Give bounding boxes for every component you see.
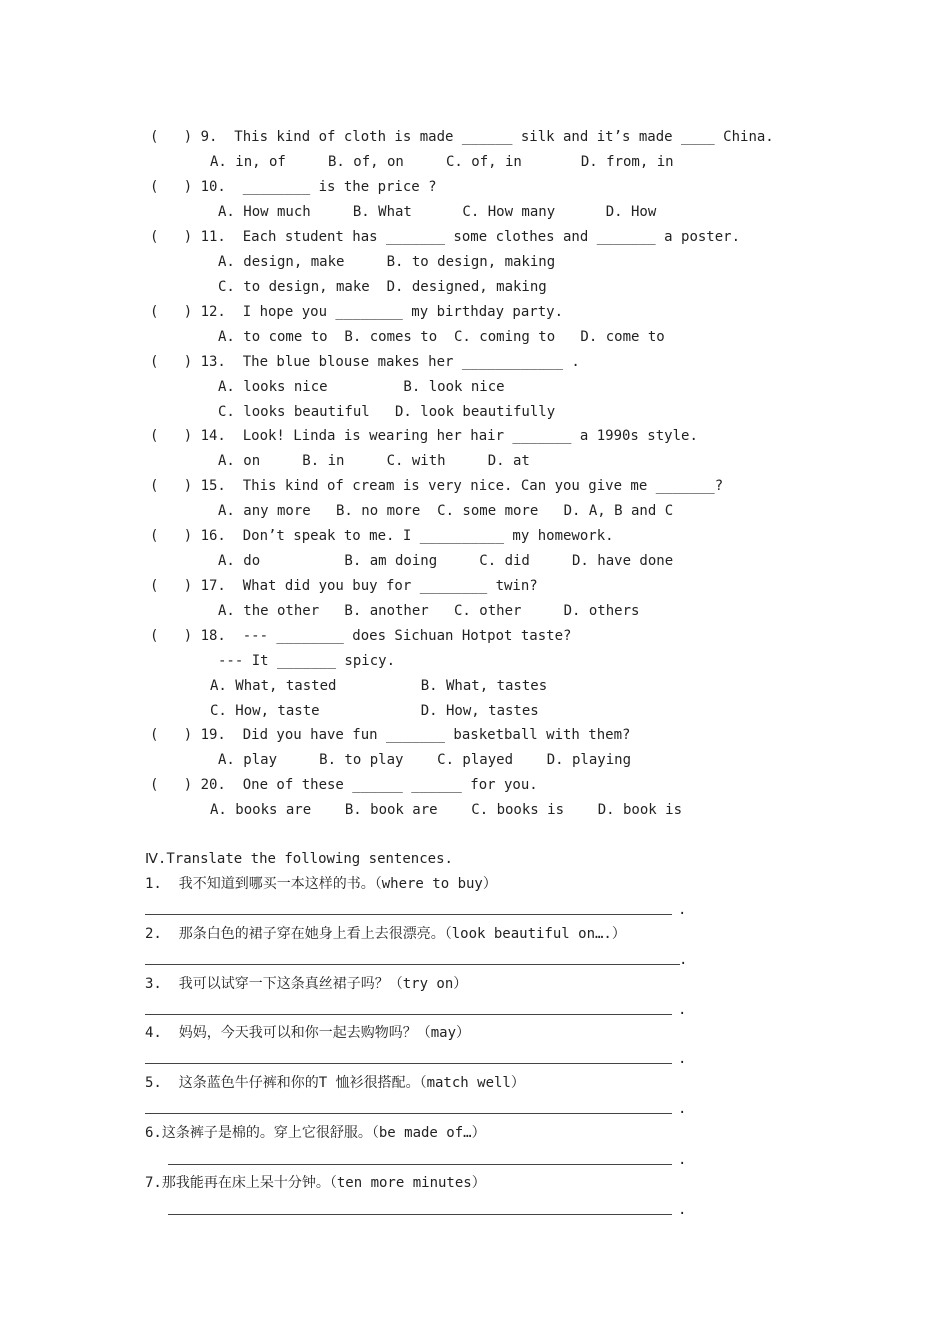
answer-line-3[interactable] xyxy=(145,1014,672,1015)
translation-prompt-7: 7.那我能再在床上呆十分钟。（ten more minutes） xyxy=(145,1175,486,1191)
question-18-response: --- It _______ spicy. xyxy=(218,653,396,669)
question-13-options-row2: C. looks beautiful D. look beautifully xyxy=(218,404,556,420)
translation-prompt-3: 3. 我可以试穿一下这条真丝裙子吗？（try on） xyxy=(145,976,468,992)
question-17-stem: ( ) 17. What did you buy for ________ twin? xyxy=(150,578,538,594)
question-20-options: A. books are B. book are C. books is D. book is xyxy=(210,802,683,818)
question-9-stem: ( ) 9. This kind of cloth is made ______ silk and it’s made ____ China. xyxy=(150,129,774,145)
translation-heading: Ⅳ.Translate the following sentences. xyxy=(145,851,453,867)
translation-prompt-1: 1. 我不知道到哪买一本这样的书。（where to buy） xyxy=(145,876,497,892)
translation-prompt-4: 4. 妈妈，今天我可以和你一起去购物吗？（may） xyxy=(145,1025,470,1041)
question-18-options-row2: C. How, taste D. How, tastes xyxy=(210,703,539,719)
answer-line-4-period: . xyxy=(678,1051,687,1067)
answer-line-7-period: . xyxy=(678,1202,687,1218)
question-15-stem: ( ) 15. This kind of cream is very nice. Can you give me _______? xyxy=(150,478,724,494)
question-20-stem: ( ) 20. One of these ______ ______ for you. xyxy=(150,777,538,793)
question-13-stem: ( ) 13. The blue blouse makes her ____________ . xyxy=(150,354,580,370)
question-16-stem: ( ) 16. Don’t speak to me. I __________ my homework. xyxy=(150,528,614,544)
question-19-stem: ( ) 19. Did you have fun _______ basketball with them? xyxy=(150,727,631,743)
question-15-options: A. any more B. no more C. some more D. A, B and C xyxy=(218,503,674,519)
question-16-options: A. do B. am doing C. did D. have done xyxy=(218,553,674,569)
translation-prompt-5: 5. 这条蓝色牛仔裤和你的T 恤衫很搭配。（match well） xyxy=(145,1075,525,1091)
answer-line-3-period: . xyxy=(678,1002,687,1018)
question-10-options: A. How much B. What C. How many D. How xyxy=(218,204,657,220)
answer-line-7[interactable] xyxy=(168,1214,672,1215)
question-13-options-row1: A. looks nice B. look nice xyxy=(218,379,505,395)
question-11-options-row1: A. design, make B. to design, making xyxy=(218,254,556,270)
answer-line-6[interactable] xyxy=(168,1164,672,1165)
answer-line-1-period: . xyxy=(678,902,687,918)
question-17-options: A. the other B. another C. other D. others xyxy=(218,603,640,619)
question-12-options: A. to come to B. comes to C. coming to D. come to xyxy=(218,329,665,345)
answer-line-1[interactable] xyxy=(145,914,672,915)
answer-line-2-period: . xyxy=(679,952,688,968)
answer-line-2[interactable] xyxy=(145,964,680,965)
question-12-stem: ( ) 12. I hope you ________ my birthday party. xyxy=(150,304,564,320)
answer-line-5[interactable] xyxy=(145,1113,672,1114)
question-11-stem: ( ) 11. Each student has _______ some clothes and _______ a poster. xyxy=(150,229,741,245)
question-11-options-row2: C. to design, make D. designed, making xyxy=(218,279,547,295)
answer-line-6-period: . xyxy=(678,1152,687,1168)
question-19-options: A. play B. to play C. played D. playing xyxy=(218,752,632,768)
translation-prompt-2: 2. 那条白色的裙子穿在她身上看上去很漂亮。（look beautiful on….） xyxy=(145,926,626,942)
question-18-stem: ( ) 18. --- ________ does Sichuan Hotpot taste? xyxy=(150,628,572,644)
translation-prompt-6: 6.这条裤子是棉的。穿上它很舒服。（be made of…） xyxy=(145,1125,486,1141)
answer-line-4[interactable] xyxy=(145,1063,672,1064)
question-14-options: A. on B. in C. with D. at xyxy=(218,453,530,469)
question-9-options: A. in, of B. of, on C. of, in D. from, in xyxy=(210,154,674,170)
question-10-stem: ( ) 10. ________ is the price ? xyxy=(150,179,437,195)
question-18-options-row1: A. What, tasted B. What, tastes xyxy=(210,678,548,694)
answer-line-5-period: . xyxy=(678,1101,687,1117)
question-14-stem: ( ) 14. Look! Linda is wearing her hair _______ a 1990s style. xyxy=(150,428,698,444)
